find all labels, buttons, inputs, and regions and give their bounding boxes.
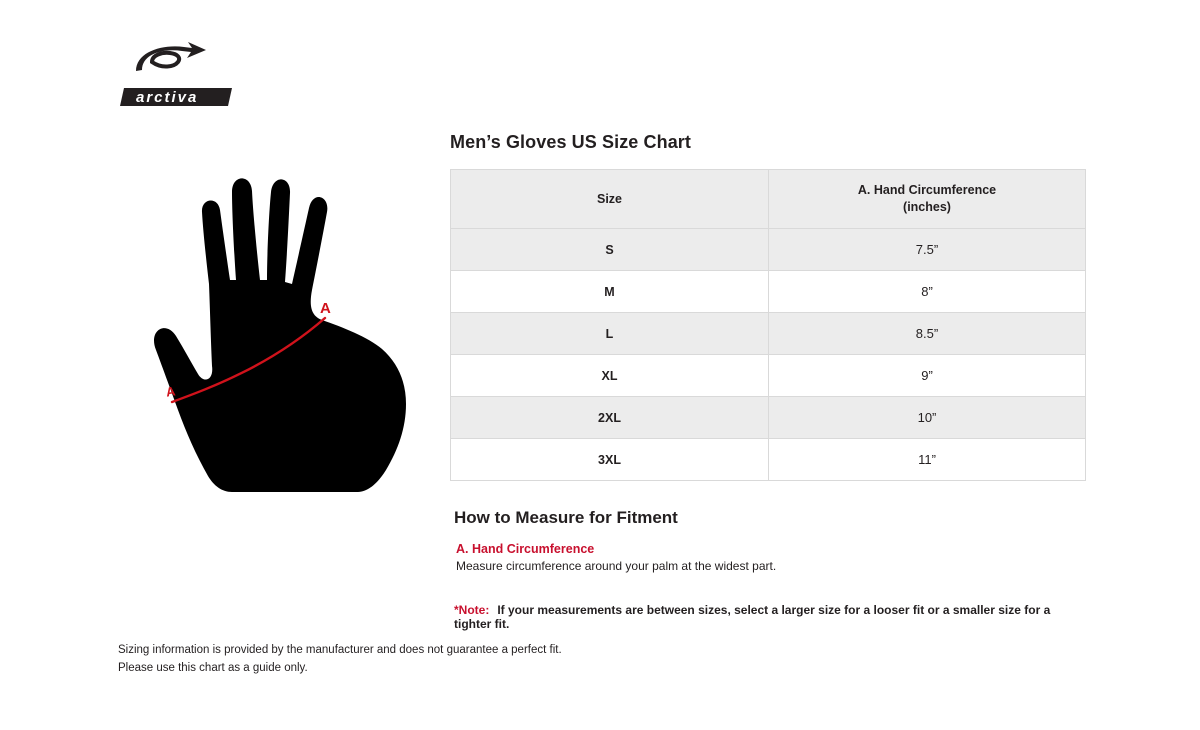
note-label: *Note: bbox=[454, 603, 490, 617]
cell-size: M bbox=[451, 271, 769, 313]
hand-silhouette-icon bbox=[110, 160, 440, 505]
column-header-line1: A. Hand Circumference bbox=[857, 183, 997, 198]
how-to-measure-heading: How to Measure for Fitment bbox=[454, 508, 678, 527]
table-header-row bbox=[451, 170, 1086, 229]
disclaimer-line-2: Please use this chart as a guide only. bbox=[118, 661, 308, 674]
table-row bbox=[451, 355, 1086, 397]
figure-label-a-top: A bbox=[320, 300, 331, 317]
brand-logo bbox=[118, 38, 238, 113]
measure-item-title: A. Hand Circumference bbox=[456, 542, 595, 556]
cell-size: L bbox=[451, 313, 769, 355]
column-header-line2: (inches) bbox=[903, 200, 951, 214]
cell-hand-circumference: 7.5” bbox=[769, 229, 1086, 271]
cell-hand-circumference: 9” bbox=[769, 355, 1086, 397]
cell-size: 3XL bbox=[451, 439, 769, 481]
disclaimer-line-1: Sizing information is provided by the manufacturer and does not guarantee a perfect fit. bbox=[118, 644, 562, 656]
size-chart-section bbox=[450, 132, 1090, 631]
disclaimer bbox=[118, 642, 562, 678]
column-header-size: Size bbox=[451, 170, 769, 229]
column-header-hand-circumference bbox=[769, 170, 1086, 229]
size-chart-table bbox=[450, 169, 1086, 481]
hand-measurement-figure bbox=[110, 160, 440, 505]
note-text: If your measurements are between sizes, select a larger size for a looser fit or a smaller size for a tighter fit. bbox=[454, 603, 1051, 631]
cell-size: XL bbox=[451, 355, 769, 397]
table-header bbox=[451, 170, 1086, 229]
table-row bbox=[451, 229, 1086, 271]
arctiva-logo-icon bbox=[118, 38, 238, 113]
cell-hand-circumference: 8” bbox=[769, 271, 1086, 313]
measure-item-description: Measure circumference around your palm at the widest part. bbox=[456, 559, 777, 573]
measure-item bbox=[450, 542, 1090, 573]
table-row bbox=[451, 271, 1086, 313]
cell-hand-circumference: 8.5” bbox=[769, 313, 1086, 355]
page-title: Men’s Gloves US Size Chart bbox=[450, 132, 692, 152]
table-row bbox=[451, 313, 1086, 355]
cell-size: 2XL bbox=[451, 397, 769, 439]
table-row bbox=[451, 439, 1086, 481]
figure-label-a-bottom: A bbox=[165, 383, 177, 400]
cell-hand-circumference: 10” bbox=[769, 397, 1086, 439]
note bbox=[454, 603, 1090, 631]
table-row bbox=[451, 397, 1086, 439]
table-body bbox=[451, 229, 1086, 481]
cell-hand-circumference: 11” bbox=[769, 439, 1086, 481]
cell-size: S bbox=[451, 229, 769, 271]
svg-text:arctiva: arctiva bbox=[136, 89, 199, 106]
